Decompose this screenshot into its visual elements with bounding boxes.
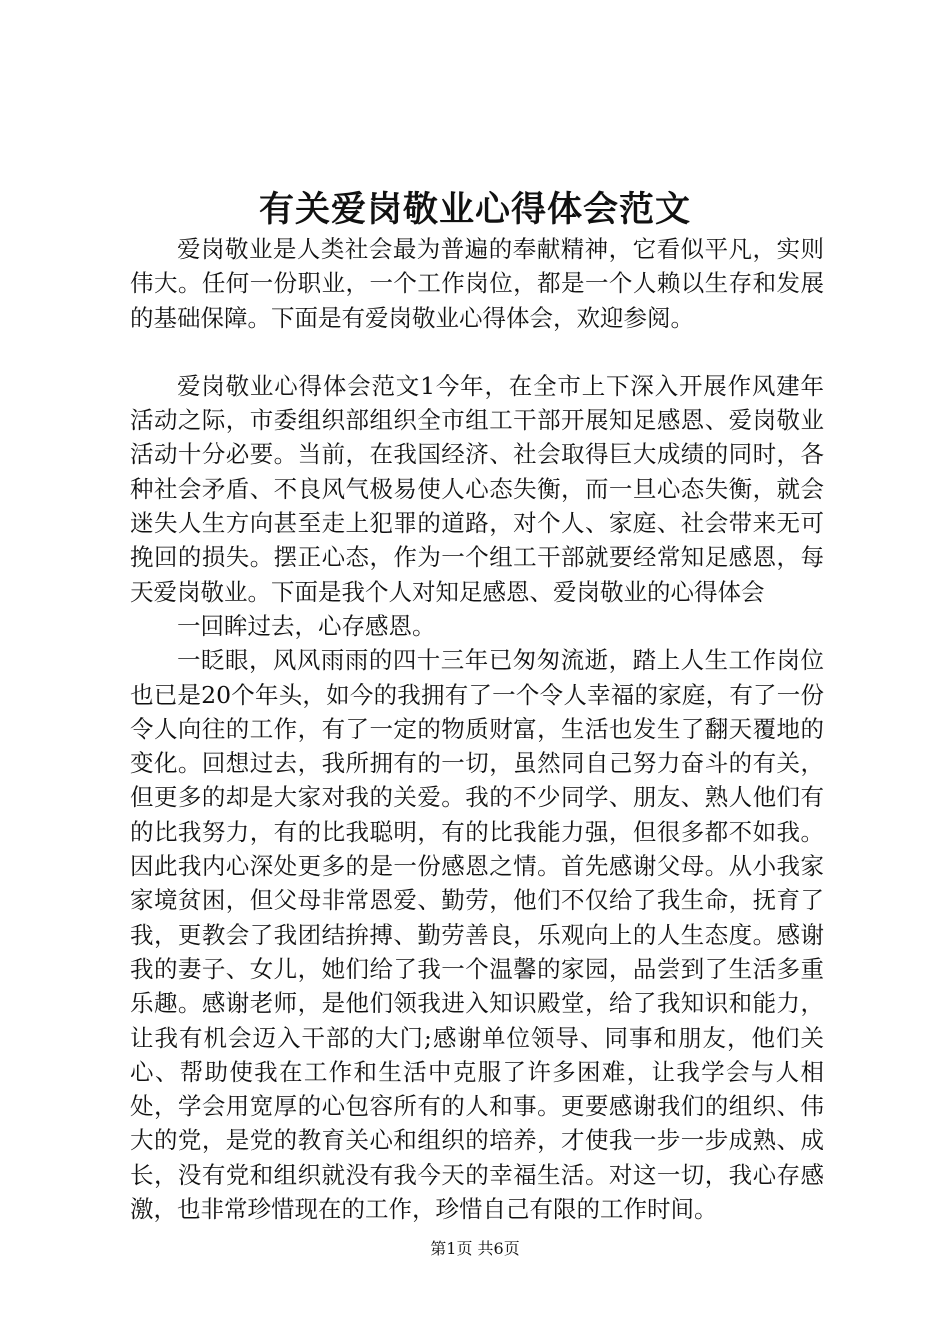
intro-paragraph: 爱岗敬业是人类社会最为普遍的奉献精神，它看似平凡，实则伟大。任何一份职业，一个工作岗位，都是一个人赖以生存和发展的基础保障。下面是有爱岗敬业心得体会，欢迎参阅。 [130,235,824,332]
section-heading: 一回眸过去，心存感恩。 [177,611,436,640]
document-title: 有关爱岗敬业心得体会范文 [258,189,691,230]
page-number: 第1页 共6页 [430,1239,520,1258]
body-paragraph: 爱岗敬业心得体会范文1今年，在全市上下深入开展作风建年活动之际，市委组织部组织全市组工干部开展知足感恩、爱岗敬业活动十分必要。当前，在我国经济、社会取得巨大成绩的同时，各种社会矛盾、不良风气极易使人心态失衡，而一旦心态失衡，就会迷失人生方向甚至走上犯罪的道路，对个人、家庭、社会带来无可挽回的损失。摆正心态，作为一个组工干部就要经常知足感恩，每天爱岗敬业。下面是我个人对知足感恩、爱岗敬业的心得体会 [130,371,824,606]
document-body [130,232,824,1226]
body-paragraph: 一眨眼，风风雨雨的四十三年已匆匆流逝，踏上人生工作岗位也已是20个年头，如今的我拥有了一个令人幸福的家庭，有了一份令人向往的工作，有了一定的物质财富，生活也发生了翻天覆地的变化。回想过去，我所拥有的一切，虽然同自己努力奋斗的有关，但更多的却是大家对我的关爱。我的不少同学、朋友、熟人他们有的比我努力，有的比我聪明，有的比我能力强，但很多都不如我。因此我内心深处更多的是一份感恩之情。首先感谢父母。从小我家家境贫困，但父母非常恩爱、勤劳，他们不仅给了我生命，抚育了我，更教会了我团结拚搏、勤劳善良，乐观向上的人生态度。感谢我的妻子、女儿，她们给了我一个温馨的家园，品尝到了生活多重乐趣。感谢老师，是他们领我进入知识殿堂，给了我知识和能力，让我有机会迈入干部的大门;感谢单位领导、同事和朋友，他们关心、帮助使我在工作和生活中克服了许多困难，让我学会与人相处，学会用宽厚的心包容所有的人和事。更要感谢我们的组织、伟大的党，是党的教育关心和组织的培养，才使我一步一步成熟、成长，没有党和组织就没有我今天的幸福生活。对这一切，我心存感激，也非常珍惜现在的工作，珍惜自己有限的工作时间。 [130,646,824,1224]
